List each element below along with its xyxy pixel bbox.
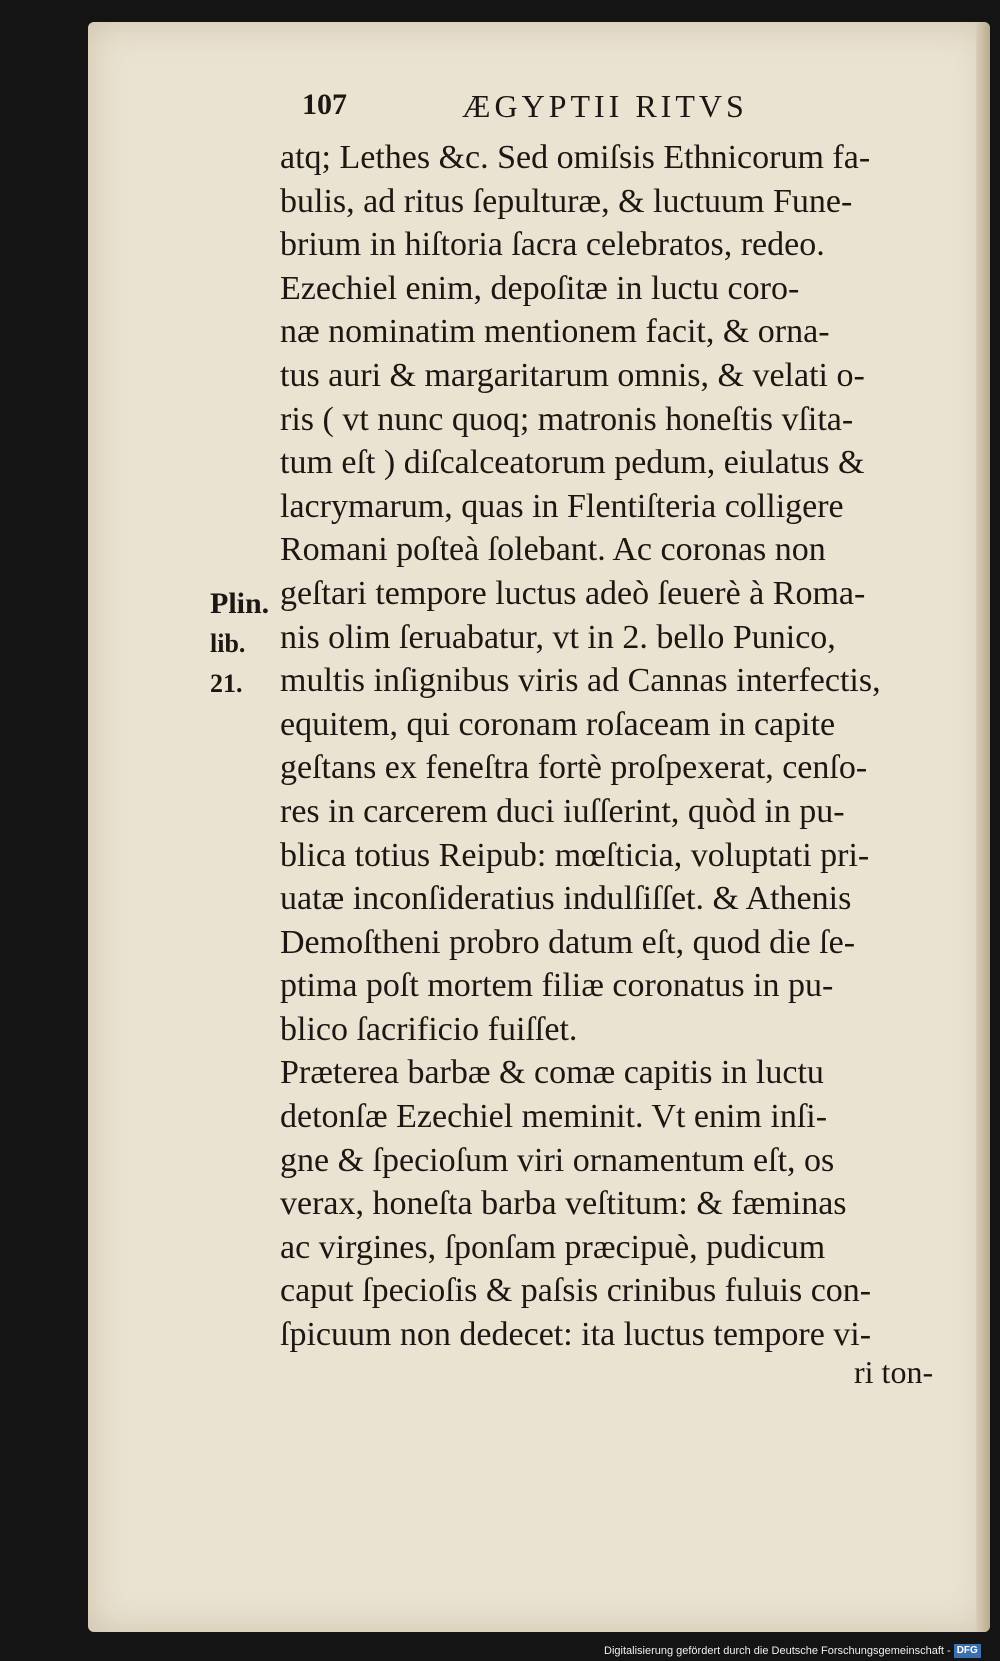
text-line: brium in hiſtoria ſacra celebratos, redeo. xyxy=(280,226,825,264)
margin-note-line-2: lib. 21. xyxy=(210,629,246,698)
text-line: næ nominatim mentionem facit, & orna- xyxy=(280,313,830,351)
text-line: uatæ inconſideratius indulſiſſet. & Athenis xyxy=(280,880,852,918)
margin-note xyxy=(210,584,282,704)
text-line: Romani poſteà ſolebant. Ac coronas non xyxy=(280,531,826,569)
text-line: nis olim ſeruabatur, vt in 2. bello Punico, xyxy=(280,618,836,656)
text-line: lacrymarum, quas in Flentiſteria colligere xyxy=(280,487,844,525)
text-line: gne & ſpecioſum viri ornamentum eſt, os xyxy=(280,1141,835,1179)
text-line: blica totius Reipub: mœſticia, voluptati pri- xyxy=(280,836,870,874)
page-header xyxy=(302,88,862,128)
text-line: tus auri & margaritarum omnis, & velati o- xyxy=(280,356,865,394)
text-line: ſpicuum non dedecet: ita luctus tempore vi- xyxy=(280,1316,872,1354)
text-line: blico ſacrificio fuiſſet. xyxy=(280,1010,578,1048)
text-line: atq; Lethes &c. Sed omiſsis Ethnicorum fa- xyxy=(280,139,871,176)
text-line: caput ſpecioſis & paſsis crinibus fuluis con- xyxy=(280,1272,872,1310)
text-line: bulis, ad ritus ſepulturæ, & luctuum Fune- xyxy=(280,182,853,220)
catchword: ri ton- xyxy=(854,1354,934,1390)
dfg-logo-icon: DFG xyxy=(954,1644,981,1658)
text-line: geſtari tempore luctus adeò ſeuerè à Roma- xyxy=(280,574,866,612)
text-line: equitem, qui coronam roſaceam in capite xyxy=(280,705,836,743)
page-edge xyxy=(976,22,990,1632)
text-line: ris ( vt nunc quoq; matronis honeſtis vſita- xyxy=(280,400,854,438)
body-text xyxy=(280,136,960,1357)
running-head: ÆGYPTII RITVS xyxy=(462,88,748,124)
text-line: Præterea barbæ & comæ capitis in luctu xyxy=(280,1054,824,1092)
text-line: Ezechiel enim, depoſitæ in luctu coro- xyxy=(280,269,800,307)
funding-text: Digitalisierung gefördert durch die Deutsche Forschungsgemeinschaft - xyxy=(604,1645,951,1657)
page-number: 107 xyxy=(302,88,347,121)
text-line: res in carcerem duci iuſſerint, quòd in pu- xyxy=(280,792,845,830)
text-line: ac virgines, ſponſam præcipuè, pudicum xyxy=(280,1228,826,1266)
text-line: geſtans ex feneſtra fortè proſpexerat, cenſo- xyxy=(280,749,868,787)
text-line: verax, honeſta barba veſtitum: & fæminas xyxy=(280,1185,847,1223)
text-line: multis inſignibus viris ad Cannas interfectis, xyxy=(280,662,881,700)
text-line: ptima poſt mortem filiæ coronatus in pu- xyxy=(280,967,834,1005)
text-line: detonſæ Ezechiel meminit. Vt enim inſi- xyxy=(280,1098,828,1136)
text-line: Demoſtheni probro datum eſt, quod die ſe- xyxy=(280,923,856,961)
text-line: tum eſt ) diſcalceatorum pedum, eiulatus & xyxy=(280,444,865,482)
funding-footer xyxy=(604,1641,981,1661)
margin-note-line-1: Plin. xyxy=(210,587,270,620)
